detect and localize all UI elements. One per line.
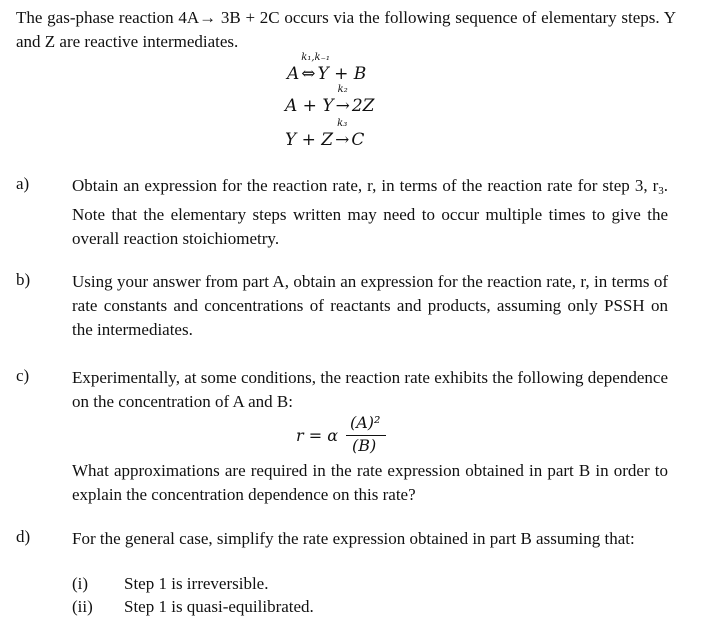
question-d-label: d) <box>16 527 31 546</box>
step-1-lhs: A <box>287 64 300 84</box>
rate-expression-numerator: (A)² <box>350 413 381 432</box>
elementary-step-2 <box>285 84 375 116</box>
question-d-item-1-marker: (i) <box>72 574 89 593</box>
step-1-constant: k₁,k₋₁ <box>301 52 330 63</box>
question-d-text: For the general case, simplify the rate expression obtained in part B assuming that: <box>72 529 635 548</box>
question-d-item-1-text: Step 1 is irreversible. <box>124 574 269 593</box>
step-2-rhs: 2Z <box>351 96 375 116</box>
step-3-arrow: k₃ → <box>335 118 350 150</box>
step-1-arrow: k₁,k₋₁ ⇔ <box>301 52 330 84</box>
step-2-arrow: k₂ → <box>335 84 350 116</box>
question-b-label: b) <box>16 270 31 289</box>
step-3-constant: k₃ <box>337 118 348 129</box>
question-b-text: Using your answer from part A, obtain an expression for the reaction rate, r, in terms of rate constants and concentrations of reactants and products, assuming only PSSH on the intermediates. <box>72 272 668 339</box>
step-3-lhs: Y + Z <box>285 130 334 150</box>
question-c-text-2: What approximations are required in the rate expression obtained in part B in order to explain the concentration dependence on this rate? <box>72 461 668 504</box>
step-2-lhs: A + Y <box>285 96 334 116</box>
rate-expression-denominator: (B) <box>352 436 377 455</box>
question-c-label: c) <box>16 366 30 385</box>
question-c-text-1: Experimentally, at some conditions, the reaction rate exhibits the following dependence on the concentration of A and B: <box>72 368 668 411</box>
step-3-rhs: C <box>351 130 365 150</box>
question-d-item-2-marker: (ii) <box>72 597 93 616</box>
rate-expression <box>296 414 396 458</box>
question-a-label: a) <box>16 174 30 193</box>
r3-subscript: 3 <box>658 185 664 197</box>
elementary-step-1 <box>287 52 367 84</box>
question-d-item-2-text: Step 1 is quasi-equilibrated. <box>124 597 314 616</box>
rate-expression-lhs: r = α <box>296 426 339 445</box>
question-a-text: Obtain an expression for the reaction rate, r, in terms of the reaction rate for step 3, $r_3$. Note that the elementary steps written may need to occur multiple times to give the overall reaction stoichiometry. <box>72 176 668 248</box>
step-1-rhs: Y + B <box>317 64 367 84</box>
problem-intro: The gas-phase reaction 4A→ 3B + 2C occurs via the following sequence of elementary steps. Y and Z are reactive intermediates. <box>16 8 676 51</box>
elementary-step-3 <box>285 118 365 150</box>
step-2-constant: k₂ <box>337 84 348 95</box>
